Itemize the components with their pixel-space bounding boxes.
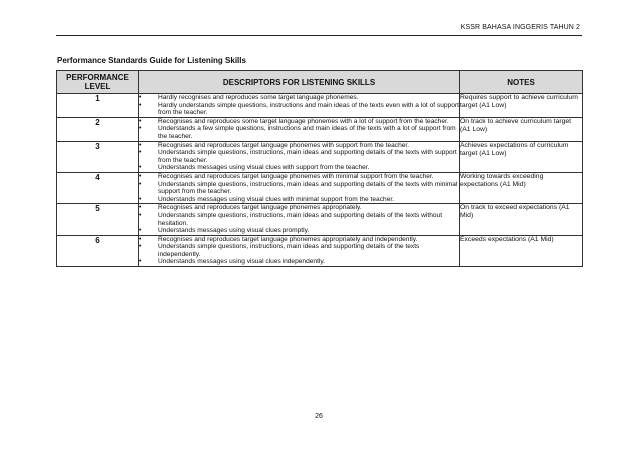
descriptors-cell <box>139 172 460 203</box>
bullet-icon: • <box>139 172 142 180</box>
descriptor-list <box>139 142 459 172</box>
bullet-icon: • <box>139 141 142 149</box>
descriptor-text: Understands messages using visual clues with support from the teacher. <box>158 164 370 172</box>
notes-cell: On track to exceed expectations (A1 Mid) <box>460 204 583 235</box>
descriptor-text: Understands simple questions, instructions, main ideas and supporting details of the texts without hesitation. <box>158 211 443 227</box>
table-row <box>57 235 583 266</box>
descriptor-text: Understands simple questions, instructions, main ideas and supporting details of the texts independently. <box>158 243 420 258</box>
bullet-icon: • <box>139 211 142 219</box>
descriptor-text: Hardly understands simple questions, instructions and main ideas of the texts even with a lot of support from the teacher. <box>158 101 459 117</box>
bullet-icon: • <box>139 94 142 101</box>
descriptor-list <box>139 173 459 203</box>
bullet-icon: • <box>139 258 142 266</box>
descriptor-list <box>139 204 459 234</box>
table-row <box>57 172 583 203</box>
column-header-notes: NOTES <box>460 71 583 94</box>
descriptor-item <box>139 164 459 172</box>
descriptors-cell <box>139 204 460 235</box>
column-header-descriptors: DESCRIPTORS FOR LISTENING SKILLS <box>139 71 460 94</box>
descriptors-cell <box>139 94 460 118</box>
descriptor-item <box>139 258 459 266</box>
descriptor-text: Recognises and reproduces target language phonemes with support from the teacher. <box>158 141 410 149</box>
table-header-row <box>57 71 583 94</box>
descriptor-item <box>139 94 459 102</box>
descriptor-text: Recognises and reproduces target language phonemes appropriately. <box>158 204 362 212</box>
descriptor-text: Understands messages using visual clues independently. <box>158 258 326 266</box>
descriptor-item <box>139 236 459 244</box>
bullet-icon: • <box>139 243 142 251</box>
descriptor-text: Understands messages using visual clues with minimal support from the teacher. <box>158 195 395 203</box>
running-header: KSSR BAHASA INGGERIS TAHUN 2 <box>460 24 580 31</box>
table-row <box>57 204 583 235</box>
bullet-icon: • <box>139 227 142 235</box>
table-row <box>57 141 583 172</box>
notes-cell: Exceeds expectations (A1 Mid) <box>460 235 583 266</box>
bullet-icon: • <box>139 235 142 243</box>
bullet-icon: • <box>139 125 142 133</box>
performance-level-cell: 1 <box>57 94 139 118</box>
descriptor-item <box>139 142 459 150</box>
descriptor-item <box>139 125 459 140</box>
descriptor-text: Hardly recognises and reproduces some target language phonemes. <box>158 94 359 101</box>
header-divider <box>56 35 582 36</box>
performance-level-cell: 5 <box>57 204 139 235</box>
bullet-icon: • <box>139 195 142 203</box>
descriptor-item <box>139 118 459 126</box>
section-title: Performance Standards Guide for Listening Skills <box>57 56 246 65</box>
performance-level-cell: 2 <box>57 117 139 141</box>
descriptor-text: Understands a few simple questions, instructions and main ideas of the texts with a lot of support from the teacher. <box>158 125 456 140</box>
descriptor-text: Understands messages using visual clues promptly. <box>158 227 310 235</box>
bullet-icon: • <box>139 117 142 125</box>
descriptor-text: Recognises and reproduces some target language phonemes with a lot of support from the teacher. <box>158 117 449 125</box>
descriptor-item <box>139 196 459 204</box>
descriptor-item <box>139 243 459 258</box>
performance-level-cell: 4 <box>57 172 139 203</box>
descriptors-cell <box>139 141 460 172</box>
performance-level-cell: 3 <box>57 141 139 172</box>
table-row <box>57 94 583 118</box>
column-header-level: PERFORMANCE LEVEL <box>57 71 139 94</box>
bullet-icon: • <box>139 101 142 109</box>
table-row <box>57 117 583 141</box>
page-number: 26 <box>315 413 323 420</box>
descriptor-item <box>139 102 459 117</box>
notes-cell: On track to achieve curriculum target (A1 Low) <box>460 117 583 141</box>
notes-cell: Working towards exceeding expectations (A1 Mid) <box>460 172 583 203</box>
bullet-icon: • <box>139 164 142 172</box>
descriptor-list <box>139 118 459 141</box>
bullet-icon: • <box>139 149 142 157</box>
descriptor-item <box>139 212 459 227</box>
descriptors-cell <box>139 117 460 141</box>
descriptor-list <box>139 94 459 117</box>
descriptor-text: Recognises and reproduces target language phonemes with minimal support from the teacher. <box>158 172 434 180</box>
bullet-icon: • <box>139 180 142 188</box>
performance-standards-table <box>56 70 583 267</box>
descriptor-list <box>139 236 459 266</box>
descriptor-item <box>139 204 459 212</box>
performance-level-cell: 6 <box>57 235 139 266</box>
descriptor-item <box>139 149 459 164</box>
notes-cell: Requires support to achieve curriculum target (A1 Low) <box>460 94 583 118</box>
table-body <box>57 94 583 267</box>
descriptors-cell <box>139 235 460 266</box>
descriptor-item <box>139 227 459 235</box>
descriptor-text: Understands simple questions, instructions, main ideas and supporting details of the texts with minimal support from the teacher. <box>158 180 458 196</box>
notes-cell: Achieves expectations of curriculum target (A1 Low) <box>460 141 583 172</box>
descriptor-item <box>139 173 459 181</box>
descriptor-text: Understands simple questions, instructions, main ideas and supporting details of the texts with support from the teacher. <box>158 149 457 164</box>
bullet-icon: • <box>139 204 142 212</box>
descriptor-text: Recognises and reproduces target language phonemes appropriately and independently. <box>158 235 418 243</box>
descriptor-item <box>139 181 459 196</box>
